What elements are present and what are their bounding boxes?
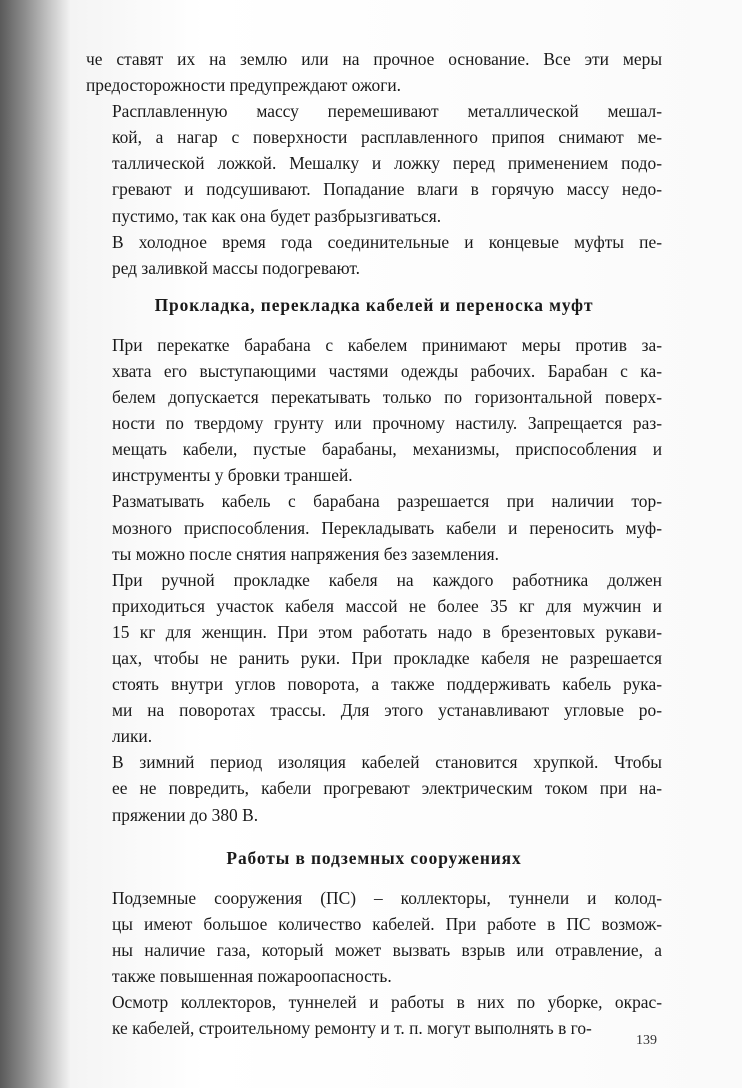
binding-shadow — [0, 0, 70, 1088]
text-line: ны наличие газа, который может вызвать взрыв или отравление, а — [112, 939, 662, 960]
text-line: гревают и подсушивают. Попадание влаги в горячую массу недо- — [112, 179, 662, 200]
text-line: В зимний период изоляция кабелей становится хрупкой. Чтобы — [112, 752, 662, 773]
text-line: лики. — [112, 726, 153, 747]
text-line: ми на поворотах трассы. Для этого устанавливают угловые ро- — [112, 700, 662, 721]
paragraph — [86, 229, 662, 281]
text-line: кой, а нагар с поверхности расплавленного припоя снимают ме- — [112, 127, 662, 148]
paragraph — [86, 989, 662, 1041]
text-line: также повышенная пожароопасность. — [112, 965, 392, 986]
page-text — [86, 46, 662, 1041]
section-heading: Работы в подземных сооружениях — [226, 847, 522, 868]
paragraph — [86, 567, 662, 750]
text-line: В холодное время года соединительные и концевые муфты пе- — [112, 231, 662, 252]
text-line: цы имеют большое количество кабелей. При работе в ПС возмож- — [112, 913, 662, 934]
paragraph — [86, 488, 662, 566]
text-line: Подземные сооружения (ПС) – коллекторы, туннели и колод- — [112, 887, 662, 908]
text-line: таллической ложкой. Мешалку и ложку перед применением подо- — [112, 153, 662, 174]
text-line: Расплавленную массу перемешивают металлической мешал- — [112, 101, 662, 122]
paragraph — [86, 885, 662, 989]
text-line: стоять внутри углов поворота, а также поддерживать кабель рука- — [112, 674, 662, 695]
text-line: ред заливкой массы подогревают. — [112, 257, 361, 278]
text-line: При перекатке барабана с кабелем принимают меры против за- — [112, 334, 662, 355]
text-line: При ручной прокладке кабеля на каждого работника должен — [112, 569, 662, 590]
text-line: ты можно после снятия напряжения без заземления. — [112, 543, 500, 564]
text-line: че ставят их на землю или на прочное основание. Все эти меры — [86, 49, 662, 69]
text-line: инструменты у бровки траншей. — [112, 465, 353, 486]
text-line: приходиться участок кабеля массой не более 35 кг для мужчин и — [112, 595, 662, 616]
text-line: мозного приспособления. Перекладывать кабели и переносить муф- — [112, 517, 662, 538]
paragraph — [86, 749, 662, 827]
text-line: Разматывать кабель с барабана разрешается при наличии тор- — [112, 491, 662, 512]
text-line: Осмотр коллекторов, туннелей и работы в них по уборке, окрас- — [112, 992, 662, 1012]
text-line: мещать кабели, пустые барабаны, механизмы, приспособления и — [112, 439, 662, 460]
text-line: предосторожности предупреждают ожоги. — [86, 75, 402, 96]
section-heading: Прокладка, перекладка кабелей и переноска муфт — [154, 294, 594, 315]
text-line: ее не повредить, кабели прогревают электрическим током при на- — [112, 778, 662, 799]
paragraph — [86, 98, 662, 228]
paragraph — [86, 332, 662, 489]
text-line: ности по твердому грунту или прочному настилу. Запрещается раз- — [112, 413, 662, 434]
text-line: цах, чтобы не ранить руки. При прокладке кабеля не разрешается — [112, 647, 662, 668]
text-line: ке кабелей, строительному ремонту и т. п. могут выполнять в го- — [112, 1018, 592, 1039]
text-line: пустимо, так как она будет разбрызгиваться. — [112, 205, 442, 226]
text-line: 15 кг для женщин. При этом работать надо в брезентовых рукави- — [112, 621, 662, 642]
page-number: 139 — [636, 1033, 657, 1048]
text-line: пряжении до 380 В. — [112, 804, 259, 825]
text-line: хвата его выступающими частями одежды рабочих. Барабан с ка- — [112, 360, 662, 381]
paragraph — [86, 46, 662, 98]
text-line: белем допускается перекатывать только по горизонтальной поверх- — [112, 387, 662, 408]
